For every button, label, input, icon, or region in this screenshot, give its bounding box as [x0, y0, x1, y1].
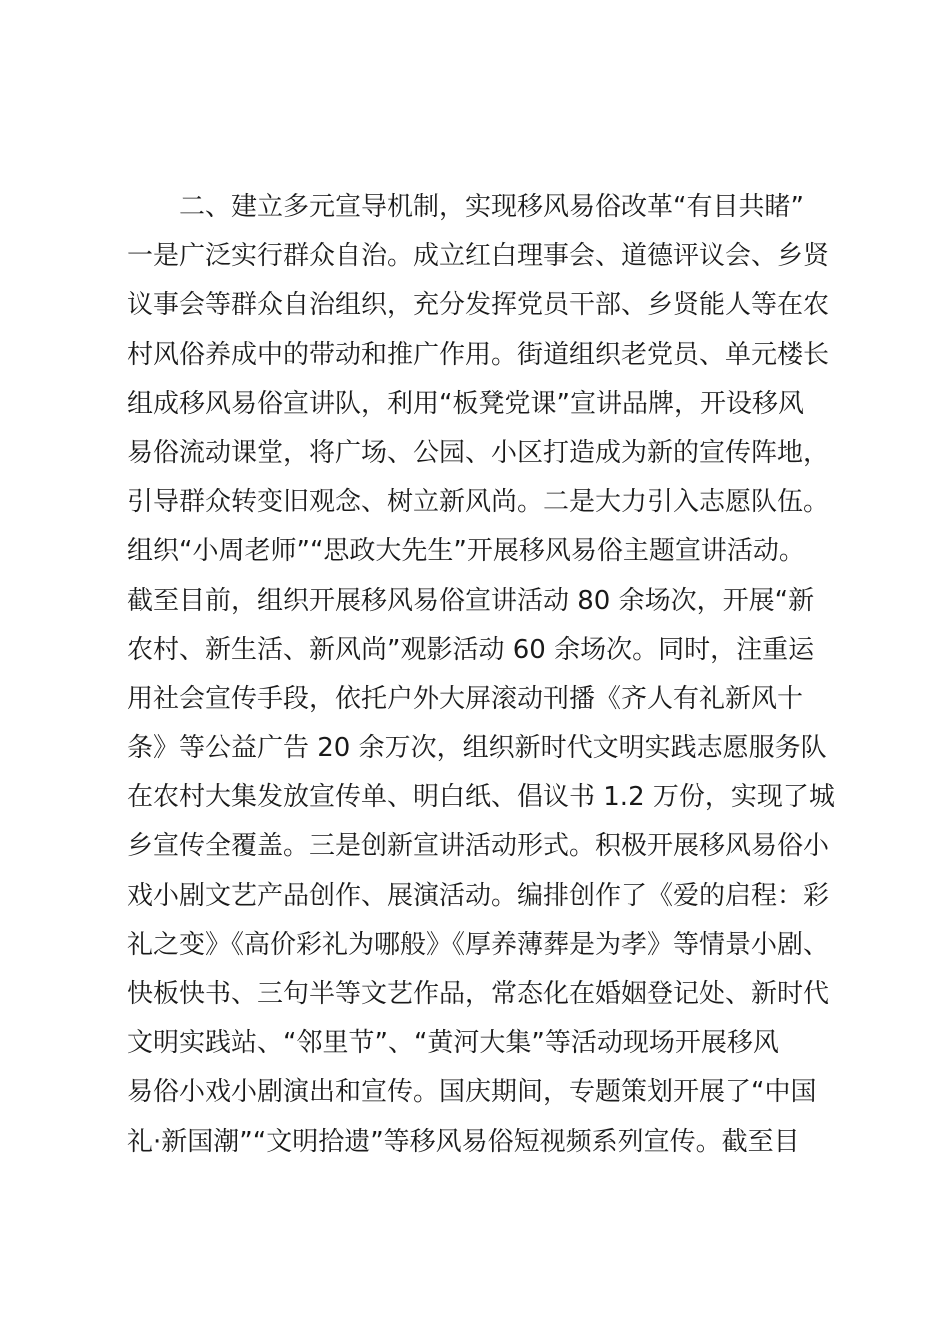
text-line: 用社会宣传手段，依托户外大屏滚动刊播《齐人有礼新风十	[127, 683, 804, 714]
section-heading: 二、建立多元宣导机制，实现移风易俗改革“有目共睹”	[179, 192, 804, 222]
text-line: 乡宣传全覆盖。三是创新宣讲活动形式。积极开展移风易俗小	[127, 831, 830, 862]
text-line: 快板快书、三句半等文艺作品，常态化在婚姻登记处、新时代	[127, 979, 830, 1009]
body-text	[127, 183, 847, 1167]
text-line: 农村、新生活、新风尚”观影活动 60 余场次。同时，注重运	[127, 634, 815, 665]
text-line: 一是广泛实行群众自治。成立红白理事会、道德评议会、乡贤	[127, 241, 830, 272]
text-line: 截至目前，组织开展移风易俗宣讲活动 80 余场次，开展“新	[127, 585, 815, 616]
text-line: 戏小剧文艺产品创作、展演活动。编排创作了《爱的启程：彩	[127, 880, 830, 911]
text-line: 礼之变》《高价彩礼为哪般》《厚养薄葬是为孝》等情景小剧、	[127, 929, 830, 960]
text-line: 议事会等群众自治组织，充分发挥党员干部、乡贤能人等在农	[127, 290, 830, 321]
text-line: 礼·新国潮”“文明拾遗”等移风易俗短视频系列宣传。截至目	[127, 1126, 800, 1157]
text-line: 组织“小周老师”“思政大先生”开展移风易俗主题宣讲活动。	[127, 536, 805, 567]
text-line: 易俗小戏小剧演出和宣传。国庆期间，专题策划开展了“中国	[127, 1077, 817, 1108]
text-line: 文明实践站、“邻里节”、“黄河大集”等活动现场开展移风	[127, 1028, 779, 1059]
text-line: 村风俗养成中的带动和推广作用。街道组织老党员、单元楼长	[127, 339, 830, 370]
text-line: 引导群众转变旧观念、树立新风尚。二是大力引入志愿队伍。	[127, 487, 830, 518]
text-line: 组成移风易俗宣讲队，利用“板凳党课”宣讲品牌，开设移风	[127, 388, 804, 419]
text-line: 易俗流动课堂，将广场、公园、小区打造成为新的宣传阵地，	[127, 437, 830, 468]
text-line: 在农村大集发放宣传单、明白纸、倡议书 1.2 万份，实现了城	[127, 782, 835, 813]
text-line: 条》等公益广告 20 余万次，组织新时代文明实践志愿服务队	[127, 733, 827, 764]
